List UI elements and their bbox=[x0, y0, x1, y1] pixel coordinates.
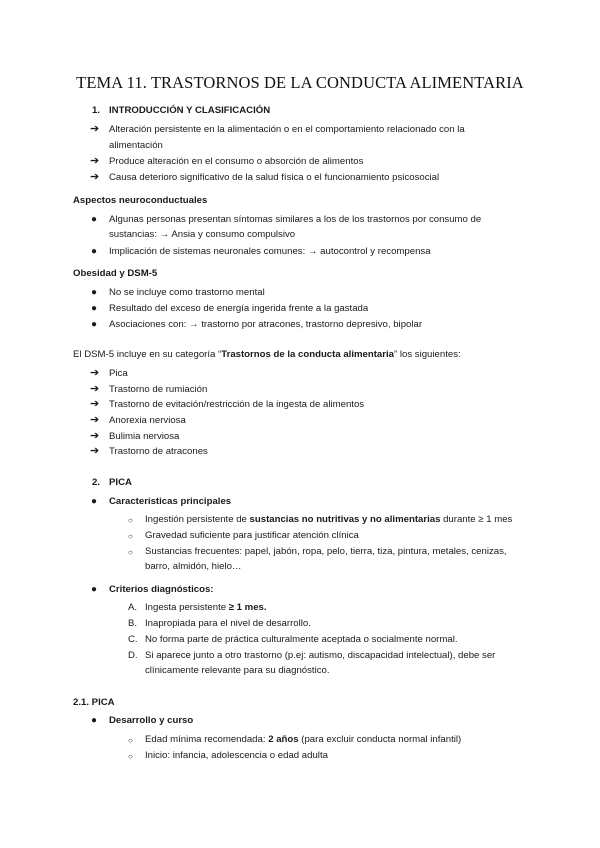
development-label: Desarrollo y curso bbox=[109, 715, 194, 726]
bullet-icon: ● bbox=[91, 584, 98, 595]
bullet-icon: ● bbox=[91, 319, 98, 330]
neuro-heading: Aspectos neuroconductuales bbox=[73, 195, 208, 206]
characteristic-bold: sustancias no nutritivas y no alimentarias bbox=[249, 514, 441, 525]
bullet-icon: ● bbox=[91, 214, 98, 225]
bullet-icon: ● bbox=[91, 287, 98, 298]
intro-item-cont: alimentación bbox=[109, 140, 163, 151]
section-1-heading: INTRODUCCIÓN Y CLASIFICACIÓN bbox=[109, 105, 271, 116]
obesity-item: Resultado del exceso de energía ingerida frente a la gastada bbox=[109, 303, 369, 314]
criterion-a-pre: Ingesta persistente bbox=[145, 602, 229, 613]
section-2-heading: PICA bbox=[109, 477, 132, 488]
characteristics-label: Características principales bbox=[109, 496, 232, 507]
bullet-icon: ● bbox=[91, 496, 98, 507]
criterion-item-cont: clínicamente relevante para su diagnóstico. bbox=[145, 665, 330, 676]
criterion-letter: A. bbox=[128, 602, 138, 613]
dsm-list-item: Trastorno de rumiación bbox=[109, 384, 208, 395]
criterion-letter: D. bbox=[128, 650, 138, 661]
characteristic-item bbox=[145, 513, 512, 527]
intro-item: Produce alteración en el consumo o absorción de alimentos bbox=[109, 156, 364, 167]
intro-item: Causa deterioro significativo de la salud física o el funcionamiento psicosocial bbox=[109, 172, 440, 183]
development-bold: 2 años bbox=[268, 734, 299, 745]
criterion-item: No forma parte de práctica culturalmente aceptada o socialmente normal. bbox=[145, 634, 458, 645]
characteristic-item-cont: barro, almidón, hielo… bbox=[145, 561, 242, 572]
dsm-list-item: Pica bbox=[109, 368, 128, 379]
dsm-list-item: Bulimia nerviosa bbox=[109, 431, 180, 442]
characteristic-item: Sustancias frecuentes: papel, jabón, ropa, pelo, tierra, tiza, pintura, metales, cenizas, bbox=[145, 546, 507, 557]
circle-bullet-icon: ○ bbox=[128, 548, 133, 557]
development-item: Inicio: infancia, adolescencia o edad adulta bbox=[145, 750, 328, 761]
dsm-intro-category: Trastornos de la conducta alimentaria bbox=[221, 349, 394, 360]
circle-bullet-icon: ○ bbox=[128, 736, 133, 745]
obesity-heading: Obesidad y DSM-5 bbox=[73, 268, 158, 279]
criterion-item: Si aparece junto a otro trastorno (p.ej: autismo, discapacidad intelectual), debe ser bbox=[145, 650, 496, 661]
bullet-icon: ● bbox=[91, 715, 98, 726]
bullet-icon: ● bbox=[91, 303, 98, 314]
criterion-a-bold: ≥ 1 mes. bbox=[228, 602, 267, 613]
intro-item: Alteración persistente en la alimentación o en el comportamiento relacionado con la bbox=[109, 124, 465, 135]
obesity-item: Asociaciones con: → trastorno por atracones, trastorno depresivo, bipolar bbox=[109, 319, 423, 330]
arrow-bullet-icon: ➔ bbox=[90, 367, 100, 379]
dsm-intro-pre: El DSM-5 incluye en su categoría “ bbox=[73, 349, 222, 360]
obesity-item: No se incluye como trastorno mental bbox=[109, 287, 265, 298]
circle-bullet-icon: ○ bbox=[128, 516, 133, 525]
criterion-letter: C. bbox=[128, 634, 138, 645]
arrow-bullet-icon: ➔ bbox=[90, 171, 100, 183]
characteristic-post: durante ≥ 1 mes bbox=[440, 514, 513, 525]
section-1-number: 1. bbox=[92, 105, 101, 116]
document-title: TEMA 11. TRASTORNOS DE LA CONDUCTA ALIMENTARIA bbox=[76, 73, 524, 92]
dsm-intro-post: ” los siguientes: bbox=[394, 349, 461, 360]
neuro-item: Algunas personas presentan síntomas similares a los de los trastornos por consumo de bbox=[109, 214, 482, 225]
circle-bullet-icon: ○ bbox=[128, 532, 133, 541]
development-pre: Edad mínima recomendada: bbox=[145, 734, 269, 745]
criterion-item: Inapropiada para el nivel de desarrollo. bbox=[145, 618, 311, 629]
section-2-1-heading: 2.1. PICA bbox=[73, 697, 115, 708]
arrow-bullet-icon: ➔ bbox=[90, 398, 100, 410]
neuro-item: Implicación de sistemas neuronales comunes: → autocontrol y recompensa bbox=[109, 246, 431, 257]
development-post: (para excluir conducta normal infantil) bbox=[298, 734, 462, 745]
dsm-list-item: Anorexia nerviosa bbox=[109, 415, 186, 426]
criterion-item bbox=[145, 601, 267, 615]
characteristic-item: Gravedad suficiente para justificar atención clínica bbox=[145, 530, 359, 541]
arrow-bullet-icon: ➔ bbox=[90, 414, 100, 426]
development-item bbox=[145, 733, 461, 747]
neuro-item-cont: sustancias: → Ansia y consumo compulsivo bbox=[109, 229, 296, 240]
criteria-label: Criterios diagnósticos: bbox=[109, 584, 214, 595]
arrow-bullet-icon: ➔ bbox=[90, 123, 100, 135]
section-2-number: 2. bbox=[92, 477, 101, 488]
arrow-bullet-icon: ➔ bbox=[90, 445, 100, 457]
arrow-bullet-icon: ➔ bbox=[90, 155, 100, 167]
dsm-list-item: Trastorno de atracones bbox=[109, 446, 208, 457]
dsm-intro bbox=[73, 348, 461, 362]
arrow-bullet-icon: ➔ bbox=[90, 383, 100, 395]
arrow-bullet-icon: ➔ bbox=[90, 430, 100, 442]
criterion-letter: B. bbox=[128, 618, 138, 629]
circle-bullet-icon: ○ bbox=[128, 752, 133, 761]
characteristic-pre: Ingestión persistente de bbox=[145, 514, 250, 525]
dsm-list-item: Trastorno de evitación/restricción de la ingesta de alimentos bbox=[109, 399, 365, 410]
bullet-icon: ● bbox=[91, 246, 98, 257]
